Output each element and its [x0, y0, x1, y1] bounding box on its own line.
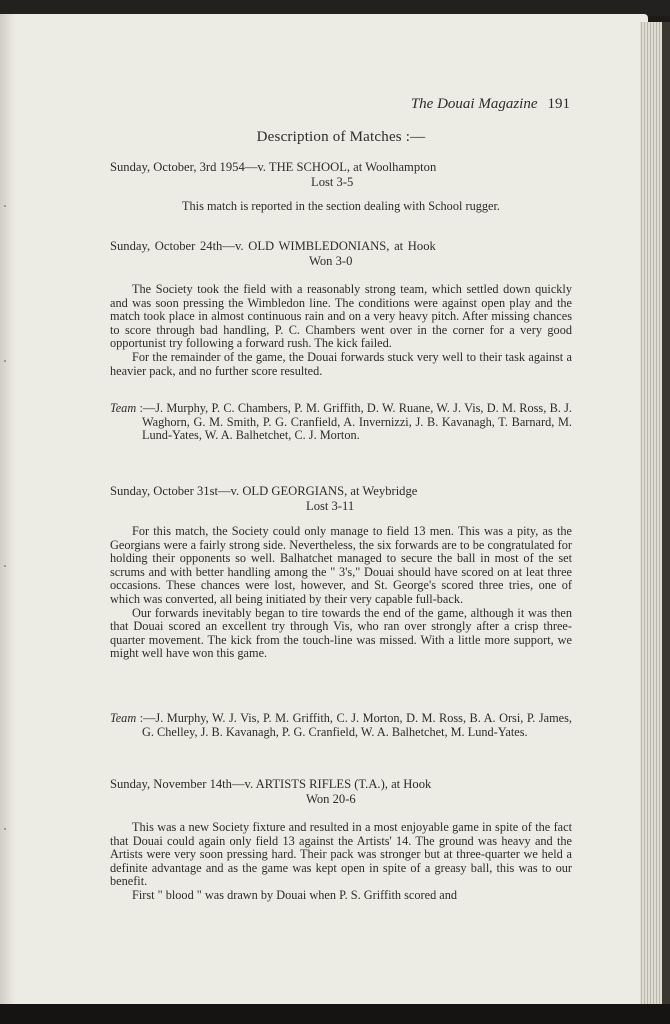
- match-result: Lost 3-11: [306, 499, 355, 513]
- match-fixture: Sunday, October 31st—v. OLD GEORGIANS, at Weybridge: [110, 484, 418, 498]
- bottom-shadow: [0, 1004, 670, 1024]
- match-2-report: [110, 283, 572, 378]
- match-2-team: [110, 402, 572, 443]
- paragraph: For the remainder of the game, the Douai forwards stuck very well to their task against a heavier pack, and no further score resulted.: [110, 349, 572, 378]
- margin-speck: [4, 205, 6, 207]
- match-3-team: [110, 712, 572, 739]
- match-1: [110, 160, 572, 190]
- team-label: Team: [110, 401, 137, 415]
- section-heading: Description of Matches :—: [256, 129, 426, 145]
- match-fixture: Sunday, November 14th—v. ARTISTS RIFLES (T.A.), at Hook: [110, 777, 432, 791]
- match-2: [110, 239, 572, 269]
- paragraph: For this match, the Society could only manage to field 13 men. This was a pity, as the Georgians were a fairly strong side. Nevertheless, the six forwards are to be congratulated for holding their opponents so well. Balhatchet managed to secure the ball in most of the set scrums and with better handling among the " 3's," Douai should have scored on at leat three occasions. These chances were lost, however, and St. George's scored three tries, one of which was converted, all being initiated by their very capable full-back.: [110, 524, 572, 606]
- binding-gutter: [0, 14, 16, 1006]
- match-fixture: Sunday, October 24th—v. OLD WIMBLEDONIANS, at Hook: [110, 239, 436, 253]
- match-4-report: [110, 821, 572, 903]
- margin-speck: [4, 565, 6, 567]
- margin-speck: [4, 828, 6, 830]
- team-label: Team: [110, 711, 137, 725]
- match-3: [110, 484, 572, 514]
- paragraph: This match is reported in the section dealing with School rugger.: [182, 199, 500, 213]
- match-fixture: Sunday, October, 3rd 1954—v. THE SCHOOL, at Woolhampton: [110, 160, 437, 174]
- match-result: Won 3-0: [309, 254, 353, 268]
- paragraph: Our forwards inevitably began to tire towards the end of the game, although it was then that Douai scored an excellent try through Vis, who ran over strongly after a crisp three-quarter movement. The kick from the touch-line was missed. With a little more support, we might well have won this game.: [110, 605, 572, 661]
- paragraph: The Society took the field with a reasonably strong team, which settled down quickly and was soon pressing the Wimbledon line. The conditions were against open play and the match took place in almost continuous rain and on a very heavy pitch. After missing chances to score through bad handling, P. C. Chambers went over in the corner for a very good opportunist try following a forward rush. The kick failed.: [110, 282, 572, 351]
- team-list: [110, 402, 572, 443]
- team-players: :—J. Murphy, P. C. Chambers, P. M. Griffith, D. W. Ruane, W. J. Vis, D. M. Ross, B. J. Waghorn, G. M. Smith, P. G. Cranfield, A. Invernizzi, J. B. Kavanagh, T. Barnard, M. Lund-Yates, W. A. Balhetchet, C. J. Morton.: [139, 401, 572, 443]
- running-header: [110, 96, 570, 113]
- match-1-report: [110, 200, 572, 214]
- match-4: [110, 777, 572, 807]
- page-number: 191: [547, 96, 570, 112]
- magazine-title: The Douai Magazine: [410, 96, 538, 112]
- paragraph: This was a new Society fixture and resulted in a most enjoyable game in spite of the fact that Douai could again only field 13 against the Artists' 14. The ground was heavy and the Artists were very soon pressing hard. Their pack was stronger but at three-quarter we held a definite advantage and as the game was kept open in spite of a greasy ball, this was to our benefit.: [110, 820, 572, 889]
- team-list: [110, 712, 572, 739]
- match-result: Lost 3-5: [311, 175, 354, 189]
- cover-edge: [662, 22, 670, 1004]
- match-3-report: [110, 525, 572, 661]
- paragraph: First " blood " was drawn by Douai when P. S. Griffith scored and: [132, 887, 458, 902]
- match-result: Won 20-6: [306, 792, 356, 806]
- team-players: :—J. Murphy, W. J. Vis, P. M. Griffith, C. J. Morton, D. M. Ross, B. A. Orsi, P. James, G. Chelley, J. B. Kavanagh, P. G. Cranfield, W. A. Balhetchet, M. Lund-Yates.: [139, 711, 572, 739]
- margin-speck: [4, 360, 6, 362]
